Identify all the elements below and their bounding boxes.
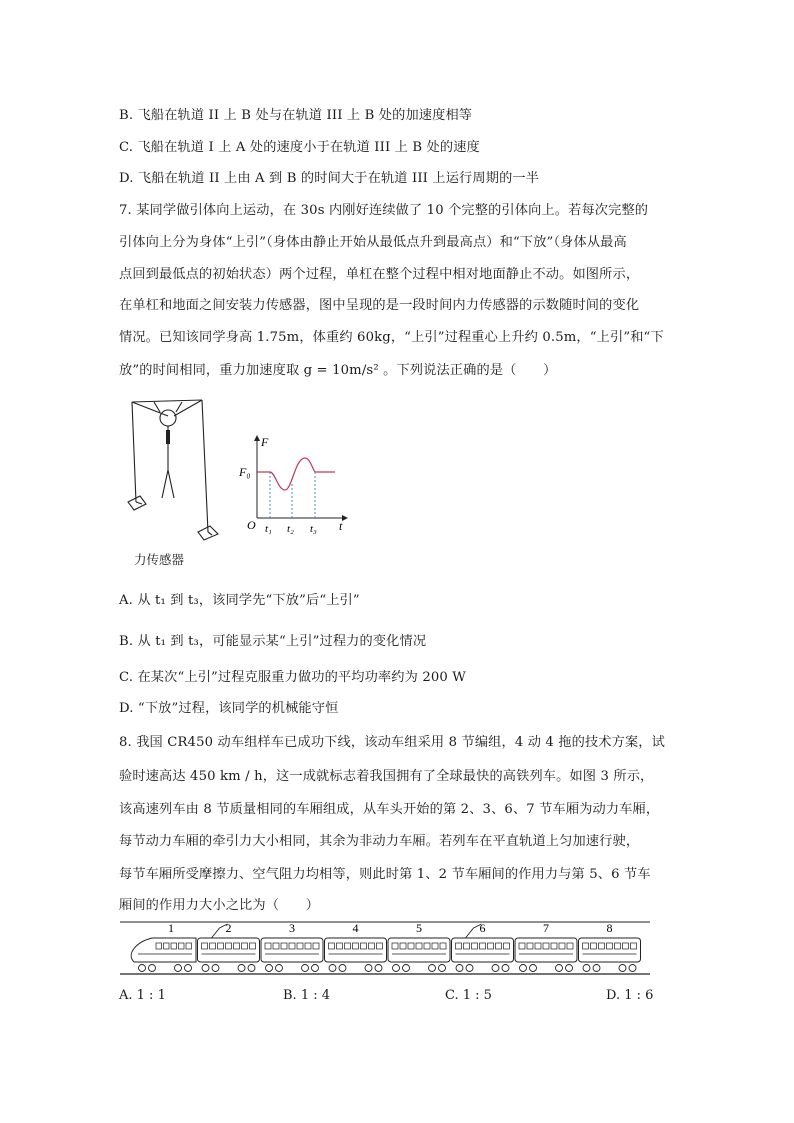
train-car-5 xyxy=(388,938,450,972)
q7-option-b: B. 从 t₁ 到 t₃，可能显示某“上引”过程力的变化情况 xyxy=(119,634,427,649)
y-axis-label: F xyxy=(261,435,269,449)
car-number-3: 3 xyxy=(289,921,295,935)
train-car-7 xyxy=(515,938,577,972)
t2-label: t₂ xyxy=(287,523,294,535)
origin-label: O xyxy=(247,518,256,532)
q8-stem-line-6: 厢间的作用力大小之比为（ ） xyxy=(119,898,320,913)
q8-stem-line-4: 每节动力车厢的牵引力大小相同，其余为非动力车厢。若列车在平直轨道上匀加速行驶， xyxy=(119,834,640,849)
train-car-4 xyxy=(325,938,387,972)
q8-stem-line-5: 每节车厢所受摩擦力、空气阻力均相等，则此时第 1、2 节车厢间的作用力与第 5、6 节车 xyxy=(119,867,651,882)
car-number-7: 7 xyxy=(543,921,549,935)
t3-label: t₃ xyxy=(310,523,317,535)
q6-option-d: D. 飞船在轨道 II 上由 A 到 B 的时间大于在轨道 III 上运行周期的一半 xyxy=(119,171,540,186)
car-number-4: 4 xyxy=(352,921,359,935)
x-axis-label: t xyxy=(339,519,343,533)
force-sensor-label: 力传感器 xyxy=(134,552,185,567)
force-time-graph xyxy=(235,430,365,544)
q8-option-a: A. 1 : 1 xyxy=(119,988,166,1003)
q8-option-d: D. 1 : 6 xyxy=(606,988,654,1003)
car-number-1: 1 xyxy=(168,921,174,935)
t1-label: t₁ xyxy=(265,523,272,535)
q8-option-c: C. 1 : 5 xyxy=(445,988,492,1003)
force-curve xyxy=(257,458,335,490)
q6-option-c: C. 飞船在轨道 I 上 A 处的速度小于在轨道 III 上 B 处的速度 xyxy=(119,140,480,155)
car-number-8: 8 xyxy=(606,921,613,935)
car-number-6: 6 xyxy=(479,921,486,935)
q8-stem-line-1: 8. 我国 CR450 动车组样车已成功下线，该动车组采用 8 节编组，4 动 4 拖的技术方案，试 xyxy=(119,735,665,750)
q8-stem-line-2: 验时速高达 450 km / h，这一成就标志着我国拥有了全球最快的高铁列车。如图 3 所示， xyxy=(119,769,654,784)
q7-stem-line-6: 放”的时间相同，重力加速度取 g = 10m/s² 。下列说法正确的是（ ） xyxy=(119,363,557,378)
q7-option-d: D. “下放”过程，该同学的机械能守恒 xyxy=(119,701,339,716)
q6-option-b: B. 飞船在轨道 II 上 B 处与在轨道 III 上 B 处的加速度相等 xyxy=(119,108,473,123)
q7-stem-line-3: 点回到最低点的初始状态）两个过程，单杠在整个过程中相对地面静止不动。如图所示， xyxy=(119,267,640,282)
train-car-8 xyxy=(579,938,641,972)
q7-stem-line-5: 情况。已知该同学身高 1.75m，体重约 60kg，“上引”过程重心上升约 0.5m，“上引”和“下 xyxy=(119,330,664,345)
f0-label: F₀ xyxy=(239,465,251,479)
q7-option-c: C. 在某次“上引”过程克服重力做功的平均功率约为 200 W xyxy=(119,670,466,685)
train-figure xyxy=(118,918,653,982)
q8-option-b: B. 1 : 4 xyxy=(283,988,331,1003)
train-car-1 xyxy=(131,938,196,972)
car-number-2: 2 xyxy=(225,921,232,935)
car-number-5: 5 xyxy=(416,921,422,935)
q8-stem-line-3: 该高速列车由 8 节质量相同的车厢组成，从车头开始的第 2、3、6、7 节车厢为动力车厢， xyxy=(119,802,660,817)
q7-stem-line-2: 引体向上分为身体“上引”（身体由静止开始从最低点升到最高点）和“下放”（身体从最高 xyxy=(119,235,627,250)
q7-option-a: A. 从 t₁ 到 t₃，该同学先“下放”后“上引” xyxy=(119,593,360,608)
q7-stem-line-4: 在单杠和地面之间安装力传感器，图中呈现的是一段时间内力传感器的示数随时间的变化 xyxy=(119,298,640,313)
q7-stem-line-1: 7. 某同学做引体向上运动，在 30s 内刚好连续做了 10 个完整的引体向上。若每次完整的 xyxy=(119,203,649,218)
train-car-3 xyxy=(261,938,323,972)
pullup-figure xyxy=(120,392,230,576)
